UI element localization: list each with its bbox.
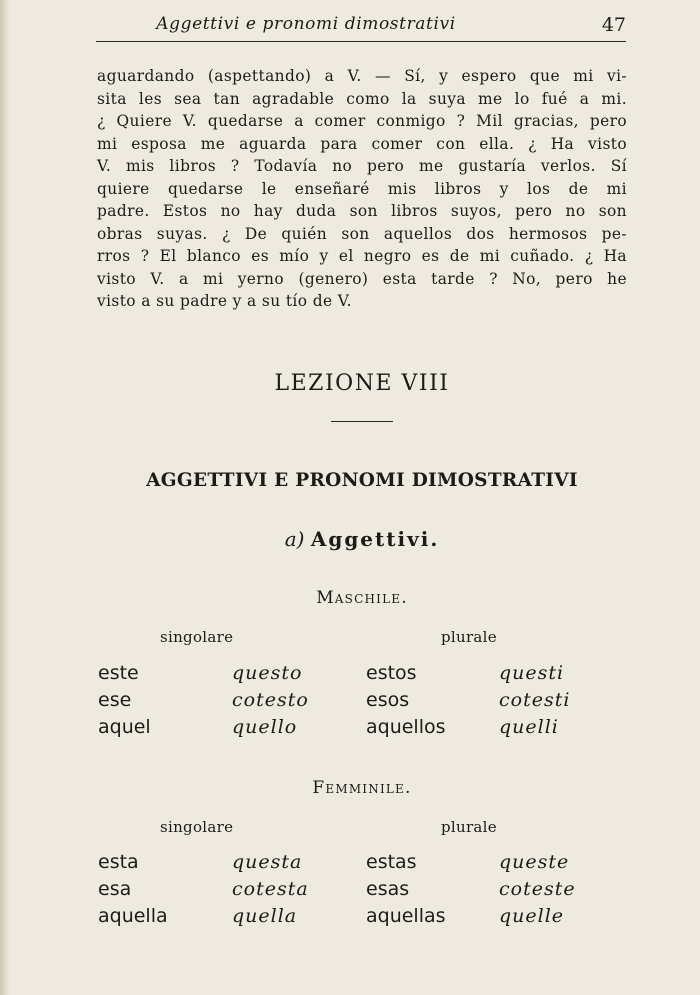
paragraph-line: mi esposa me aguarda para comer con ella. ¿ Ha visto	[97, 134, 627, 153]
maschile-italian-plural: questi	[499, 662, 565, 684]
maschile-italian-plural: quelli	[499, 716, 559, 738]
femminile-spanish-plural: esas	[366, 878, 410, 900]
femminile-italian-singular: questa	[232, 851, 303, 873]
femminile-spanish-plural: estas	[366, 851, 417, 873]
femminile-plural-label: plurale	[441, 818, 497, 836]
maschile-spanish-plural: esos	[366, 689, 410, 711]
femminile-singular-label: singolare	[160, 818, 234, 836]
paragraph-line: rros ? El blanco es mío y el negro es de mi cuñado. ¿ Ha	[97, 247, 627, 265]
page-gutter	[0, 0, 10, 995]
femminile-heading: Femminile.	[312, 778, 412, 798]
femminile-italian-plural: coteste	[499, 878, 576, 900]
paragraph-line: visto V. a mi yerno (genero) esta tarde ? No, pero he	[97, 269, 627, 288]
maschile-spanish-plural: aquellos	[366, 716, 446, 738]
lesson-rule	[331, 421, 393, 422]
paragraph-line: V. mis libros ? Todavía no pero me gustaría verlos. Sí	[97, 157, 627, 175]
maschile-singular-label: singolare	[160, 628, 234, 646]
dialogue-paragraph	[97, 65, 627, 313]
femminile-italian-singular: quella	[232, 905, 298, 927]
paragraph-line: aguardando (aspettando) a V. — Sí, y espero que mi vi-	[97, 67, 627, 85]
paragraph-line: obras suyas. ¿ De quién son aquellos dos hermosos pe-	[97, 224, 627, 243]
lesson-title: LEZIONE VIII	[274, 371, 450, 396]
femminile-spanish-plural: aquellas	[366, 905, 446, 927]
maschile-italian-singular: questo	[232, 662, 303, 684]
maschile-italian-singular: cotesto	[232, 689, 309, 711]
femminile-italian-singular: cotesta	[232, 878, 309, 900]
page-number: 47	[601, 14, 626, 36]
maschile-spanish-plural: estos	[366, 662, 417, 684]
femminile-italian-plural: quelle	[499, 905, 565, 927]
maschile-spanish-singular: aquel	[98, 716, 151, 738]
femminile-italian-plural: queste	[499, 851, 570, 873]
subsection-marker: a)	[284, 527, 305, 551]
maschile-heading: Maschile.	[316, 588, 408, 608]
maschile-italian-singular: quello	[232, 716, 298, 738]
paragraph-line: padre. Estos no hay duda son libros suyos, pero no son	[97, 202, 627, 220]
femminile-spanish-singular: esa	[98, 878, 132, 900]
header-rule	[96, 41, 626, 42]
subsection-title	[97, 527, 627, 551]
paragraph-line: quiere quedarse le enseñaré mis libros y los de mi	[97, 179, 627, 198]
paragraph-line: sita les sea tan agradable como la suya me lo fué a mi.	[97, 89, 627, 108]
section-title: AGGETTIVI E PRONOMI DIMOSTRATIVI	[146, 470, 578, 491]
maschile-plural-label: plurale	[441, 628, 497, 646]
maschile-italian-plural: cotesti	[499, 689, 571, 711]
subsection-label: Aggettivi.	[310, 527, 440, 551]
maschile-spanish-singular: este	[98, 662, 139, 684]
femminile-spanish-singular: aquella	[98, 905, 168, 927]
running-header	[96, 12, 626, 42]
paragraph-line: ¿ Quiere V. quedarse a comer conmigo ? Mil gracias, pero	[97, 112, 627, 130]
paragraph-line: visto a su padre y a su tío de V.	[97, 292, 352, 310]
femminile-spanish-singular: esta	[98, 851, 139, 873]
maschile-spanish-singular: ese	[98, 689, 132, 711]
running-header-title: Aggettivi e pronomi dimostrativi	[156, 14, 456, 34]
